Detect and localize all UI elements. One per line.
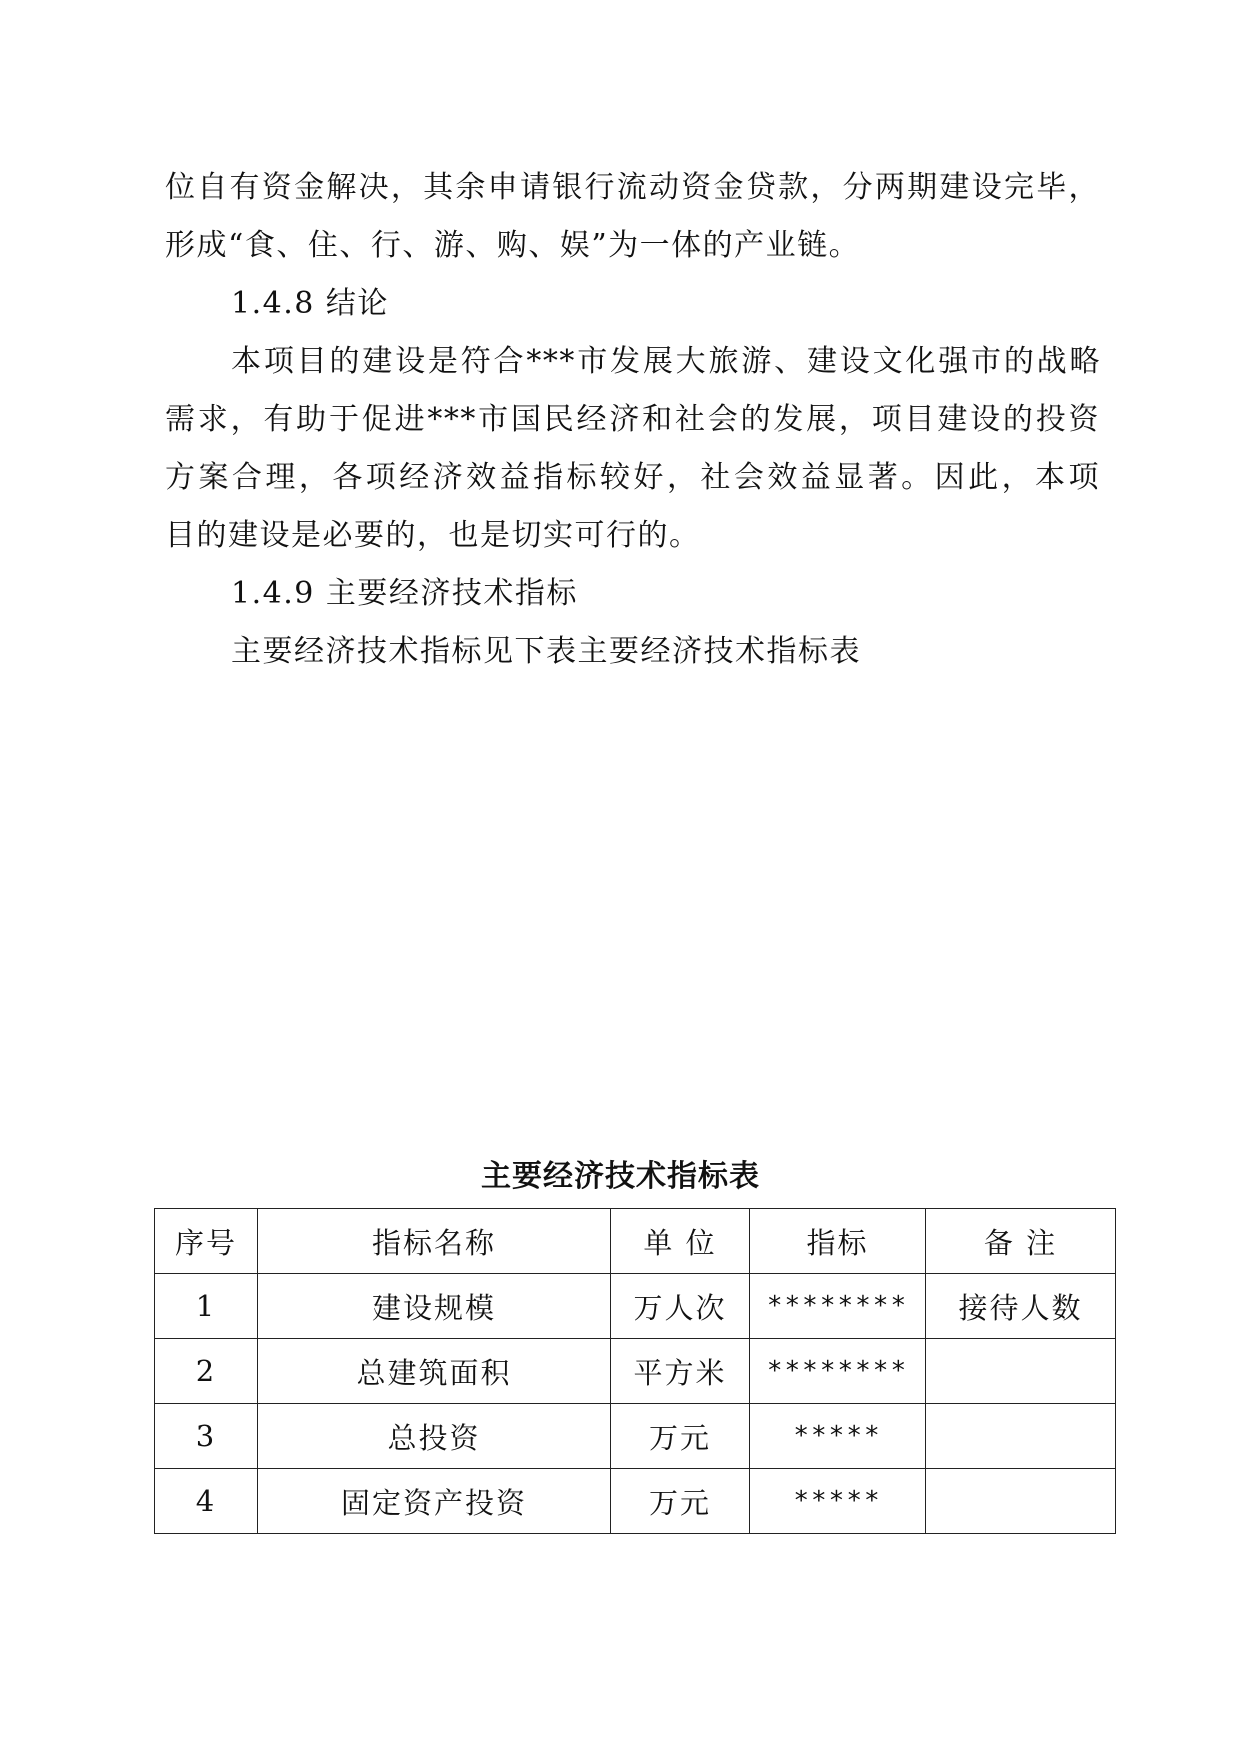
cell-remark xyxy=(926,1404,1116,1469)
paragraph-line: 本项目的建设是符合***市发展大旅游、建设文化强市的战略 xyxy=(231,344,1101,379)
cell-remark: 接待人数 xyxy=(926,1274,1116,1339)
cell-unit: 万元 xyxy=(611,1404,750,1469)
cell-index: 4 xyxy=(155,1469,258,1534)
paragraph-line: 目的建设是必要的，也是切实可行的。 xyxy=(165,518,701,553)
paragraph-line: 形成“食、住、行、游、购、娱”为一体的产业链。 xyxy=(165,228,861,263)
cell-indicator-name: 固定资产投资 xyxy=(258,1469,611,1534)
header-indicator-name: 指标名称 xyxy=(258,1209,611,1274)
cell-remark xyxy=(926,1339,1116,1404)
cell-indicator-value: ***** xyxy=(750,1469,926,1534)
cell-indicator-name: 总建筑面积 xyxy=(258,1339,611,1404)
cell-indicator-value: ******** xyxy=(750,1274,926,1339)
paragraph-line: 主要经济技术指标见下表主要经济技术指标表 xyxy=(231,634,861,669)
paragraph-line: 方案合理，各项经济效益指标较好，社会效益显著。因此，本项 xyxy=(165,460,1100,495)
cell-unit: 平方米 xyxy=(611,1339,750,1404)
cell-index: 2 xyxy=(155,1339,258,1404)
table-row xyxy=(155,1339,1116,1404)
cell-index: 1 xyxy=(155,1274,258,1339)
indicators-table xyxy=(154,1208,1116,1534)
header-index: 序号 xyxy=(155,1209,258,1274)
cell-indicator-value: ***** xyxy=(750,1404,926,1469)
header-remark: 备 注 xyxy=(926,1209,1116,1274)
cell-index: 3 xyxy=(155,1404,258,1469)
table-title: 主要经济技术指标表 xyxy=(481,1159,760,1194)
section-heading-1-4-9: 1.4.9 主要经济技术指标 xyxy=(231,576,578,611)
table-header-row xyxy=(155,1209,1116,1274)
cell-unit: 万元 xyxy=(611,1469,750,1534)
cell-indicator-name: 建设规模 xyxy=(258,1274,611,1339)
paragraph-line: 需求，有助于促进***市国民经济和社会的发展，项目建设的投资 xyxy=(165,402,1100,437)
table-row xyxy=(155,1274,1116,1339)
cell-remark xyxy=(926,1469,1116,1534)
cell-indicator-value: ******** xyxy=(750,1339,926,1404)
paragraph-line: 位自有资金解决，其余申请银行流动资金贷款，分两期建设完毕， xyxy=(165,170,1100,205)
cell-indicator-name: 总投资 xyxy=(258,1404,611,1469)
section-heading-1-4-8: 1.4.8 结论 xyxy=(231,286,389,321)
cell-unit: 万人次 xyxy=(611,1274,750,1339)
table-row xyxy=(155,1469,1116,1534)
header-unit: 单 位 xyxy=(611,1209,750,1274)
header-indicator: 指标 xyxy=(750,1209,926,1274)
table-row xyxy=(155,1404,1116,1469)
